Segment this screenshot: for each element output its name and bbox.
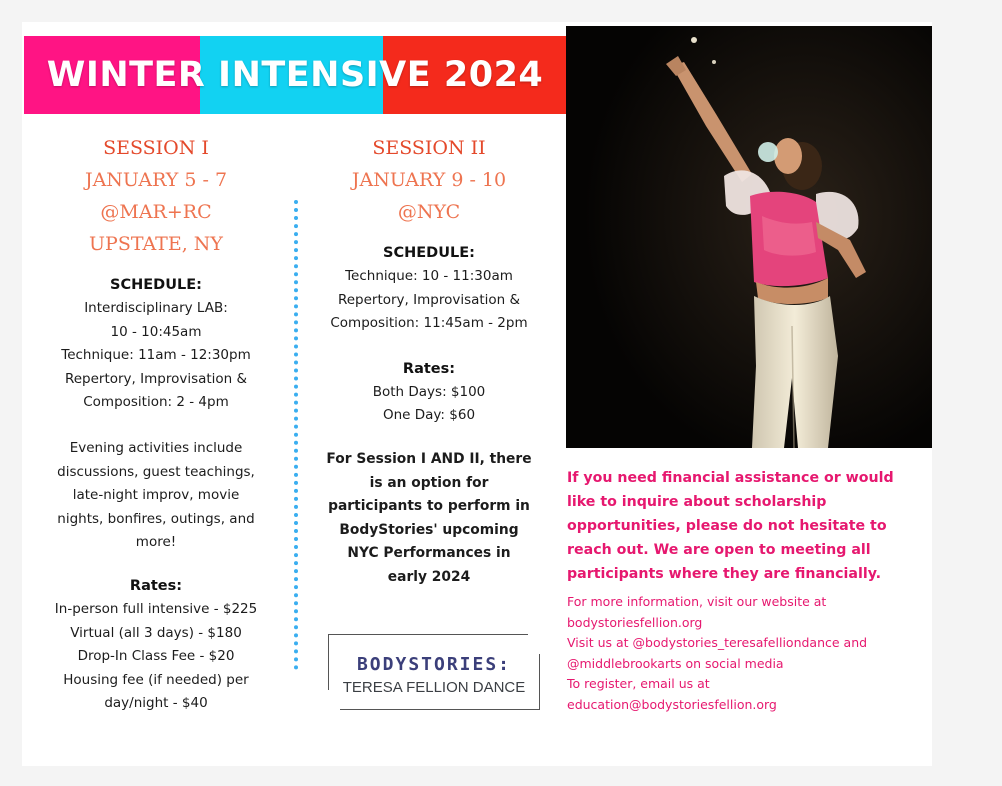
page-title: WINTER INTENSIVE 2024	[46, 55, 544, 95]
assistance-line: like to inquire about scholarship	[567, 494, 827, 510]
session-2-note-line: is an option for	[369, 474, 489, 491]
session-1-schedule-heading: SCHEDULE:	[110, 277, 202, 293]
session-1-evening-line: Evening activities include	[69, 439, 243, 456]
session-2-note-line: early 2024	[387, 568, 471, 585]
session-1-evening-line: nights, bonfires, outings, and	[57, 510, 255, 527]
session-2-note-line: NYC Performances in	[347, 545, 511, 562]
logo-subtitle: TERESA FELLION DANCE	[342, 679, 526, 696]
session-1-schedule-line: 10 - 10:45am	[110, 323, 202, 340]
session-1-schedule-line: Composition: 2 - 4pm	[83, 394, 229, 411]
info-line: For more information, visit our website at	[567, 594, 827, 609]
session-1-rate-line: day/night - $40	[104, 695, 208, 712]
logo-name: BODYSTORIES:	[356, 654, 512, 675]
session-2-note-line: For Session I AND II, there	[326, 450, 532, 467]
session-1-title: SESSION I	[103, 137, 209, 159]
info-line: @middlebrookarts on social media	[567, 655, 784, 671]
website-link[interactable]: bodystoriesfellion.org	[567, 614, 703, 630]
session-1-location: UPSTATE, NY	[89, 233, 223, 255]
session-1-rate-line: Drop-In Class Fee - $20	[77, 648, 235, 665]
financial-assistance-text	[567, 466, 912, 586]
session-2-note-line: participants to perform in	[328, 498, 530, 515]
assistance-line: If you need financial assistance or would	[567, 470, 894, 486]
session-1-evening-line: late-night improv, movie	[72, 487, 240, 504]
session-2-rates-heading: Rates:	[402, 360, 456, 377]
session-1-rate-line: Housing fee (if needed) per	[63, 671, 249, 688]
session-1-schedule-line: Technique: 11am - 12:30pm	[61, 347, 251, 364]
bodystories-logo	[328, 634, 540, 710]
session-1-column	[36, 132, 276, 716]
assistance-line: participants where they are financially.	[567, 566, 882, 582]
session-1-rate-line: Virtual (all 3 days) - $180	[70, 624, 242, 641]
session-2-venue: @NYC	[397, 201, 461, 223]
session-1-schedule-line: Interdisciplinary LAB:	[84, 300, 228, 316]
session-1-schedule-line: Repertory, Improvisation &	[64, 370, 248, 387]
session-1-venue: @MAR+RC	[100, 201, 212, 223]
session-2-column	[312, 132, 546, 590]
dancer-photo	[566, 26, 932, 448]
session-1-dates: JANUARY 5 - 7	[84, 169, 228, 191]
session-2-schedule-line: Technique: 10 - 11:30am	[345, 268, 513, 284]
session-1-rates-heading: Rates:	[129, 577, 183, 594]
session-2-note-line: BodyStories' upcoming	[339, 521, 519, 538]
info-line: Visit us at @bodystories_teresafelliondance and	[567, 635, 868, 650]
dancer-illustration	[566, 26, 932, 448]
session-2-rate-line: One Day: $60	[382, 407, 476, 424]
session-1-evening-line: more!	[135, 534, 177, 551]
assistance-line: opportunities, please do not hesitate to	[567, 518, 887, 534]
email-link[interactable]: education@bodystoriesfellion.org	[567, 696, 777, 712]
assistance-line: reach out. We are open to meeting all	[567, 542, 871, 558]
session-2-schedule-heading: SCHEDULE:	[383, 245, 475, 261]
session-1-rate-line: In-person full intensive - $225	[54, 600, 258, 617]
session-2-title: SESSION II	[372, 137, 486, 159]
dotted-divider	[294, 200, 298, 670]
session-2-dates: JANUARY 9 - 10	[351, 169, 507, 191]
session-1-evening-line: discussions, guest teachings,	[57, 463, 255, 480]
session-2-schedule-line: Composition: 11:45am - 2pm	[330, 315, 528, 332]
contact-info	[567, 592, 927, 715]
info-line: To register, email us at	[567, 676, 710, 691]
session-2-schedule-line: Repertory, Improvisation &	[337, 291, 521, 308]
session-2-rate-line: Both Days: $100	[372, 383, 486, 400]
